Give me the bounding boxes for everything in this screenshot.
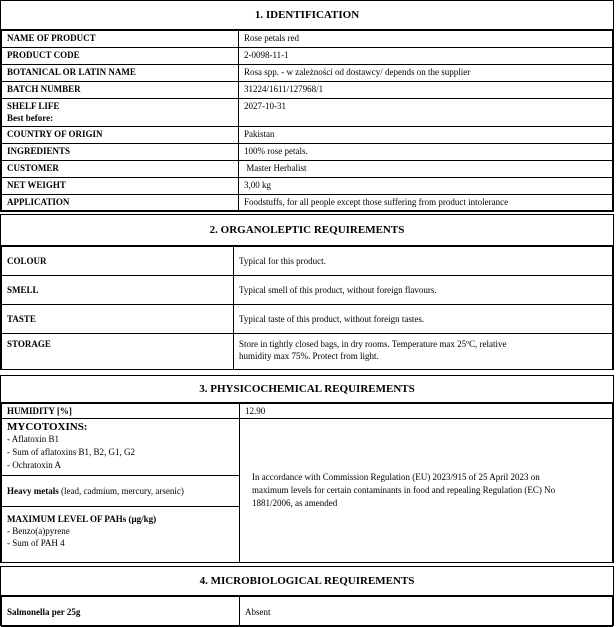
value-taste: Typical taste of this product, without foreign tastes. <box>234 305 613 334</box>
value-storage <box>234 334 613 370</box>
mycotoxin-item: - Sum of aflatoxins B1, B2, G1, G2 <box>7 447 135 457</box>
label-humidity: HUMIDITY [%] <box>2 404 240 419</box>
section-physicochemical <box>0 375 614 563</box>
label-botanical-name: BOTANICAL OR LATIN NAME <box>2 65 239 82</box>
value-application: Foodstuffs, for all people except those suffering from product intolerance <box>239 195 613 211</box>
identification-table <box>1 30 613 211</box>
heavy-metals-label: Heavy metals <box>7 486 59 496</box>
section-organoleptic <box>0 214 614 370</box>
value-country-of-origin: Pakistan <box>239 127 613 144</box>
value-shelf-life: 2027-10-31 <box>239 99 613 127</box>
storage-line-2: humidity max 75%. Protect from light. <box>239 351 379 361</box>
value-product-code: 2-0098-11-1 <box>239 48 613 65</box>
section-title: 3. PHYSICOCHEMICAL REQUIREMENTS <box>1 376 613 403</box>
value-batch-number: 31224/1611/127968/1 <box>239 82 613 99</box>
shelf-life-label: SHELF LIFE <box>7 101 60 111</box>
label-application: APPLICATION <box>2 195 239 211</box>
pah-cell <box>2 507 240 563</box>
label-colour: COLOUR <box>2 247 234 276</box>
physicochemical-table <box>1 403 613 563</box>
label-salmonella: Salmonella per 25g <box>2 597 240 627</box>
organoleptic-table <box>1 246 613 370</box>
label-product-code: PRODUCT CODE <box>2 48 239 65</box>
label-customer: CUSTOMER <box>2 161 239 178</box>
label-storage: STORAGE <box>2 334 234 370</box>
mycotoxins-title: MYCOTOXINS: <box>7 421 88 433</box>
value-botanical-name: Rosa spp. - w zależności od dostawcy/ depends on the supplier <box>239 65 613 82</box>
section-title: 1. IDENTIFICATION <box>1 1 613 30</box>
section-title: 2. ORGANOLEPTIC REQUIREMENTS <box>1 215 613 246</box>
value-humidity: 12.90 <box>240 404 613 419</box>
pah-item: - Benzo(a)pyrene <box>7 526 70 536</box>
storage-line-1: Store in tightly closed bags, in dry rooms. Temperature max 25ºC, relative <box>239 339 507 349</box>
regulation-text: In accordance with Commission Regulation (EU) 2023/915 of 25 April 2023 on maximum levels for certain contaminants in food and repealing Regulation (EC) No 1881/2006, as amended <box>252 472 556 508</box>
label-net-weight: NET WEIGHT <box>2 178 239 195</box>
pah-item: - Sum of PAH 4 <box>7 538 65 548</box>
microbiological-table <box>1 596 613 627</box>
value-smell: Typical smell of this product, without foreign flavours. <box>234 276 613 305</box>
label-name-of-product: NAME OF PRODUCT <box>2 31 239 48</box>
mycotoxins-cell <box>2 419 240 476</box>
section-microbiological <box>0 566 614 626</box>
label-shelf-life <box>2 99 239 127</box>
mycotoxin-item: - Aflatoxin B1 <box>7 434 59 444</box>
heavy-metals-cell <box>2 476 240 507</box>
value-ingredients: 100% rose petals. <box>239 144 613 161</box>
mycotoxin-item: - Ochratoxin A <box>7 460 61 470</box>
value-name-of-product: Rose petals red <box>239 31 613 48</box>
label-country-of-origin: COUNTRY OF ORIGIN <box>2 127 239 144</box>
value-salmonella: Absent <box>240 597 613 627</box>
value-customer: Master Herbalist <box>239 161 613 178</box>
label-smell: SMELL <box>2 276 234 305</box>
regulation-cell <box>240 419 613 563</box>
section-title: 4. MICROBIOLOGICAL REQUIREMENTS <box>1 567 613 596</box>
label-taste: TASTE <box>2 305 234 334</box>
value-colour: Typical for this product. <box>234 247 613 276</box>
pah-title: MAXIMUM LEVEL OF PAHs (µg/kg) <box>7 514 157 524</box>
heavy-metals-note: (lead, cadmium, mercury, arsenic) <box>58 486 184 496</box>
value-net-weight: 3,00 kg <box>239 178 613 195</box>
best-before-label: Best before: <box>7 113 54 123</box>
section-identification <box>0 0 614 212</box>
label-batch-number: BATCH NUMBER <box>2 82 239 99</box>
label-ingredients: INGREDIENTS <box>2 144 239 161</box>
